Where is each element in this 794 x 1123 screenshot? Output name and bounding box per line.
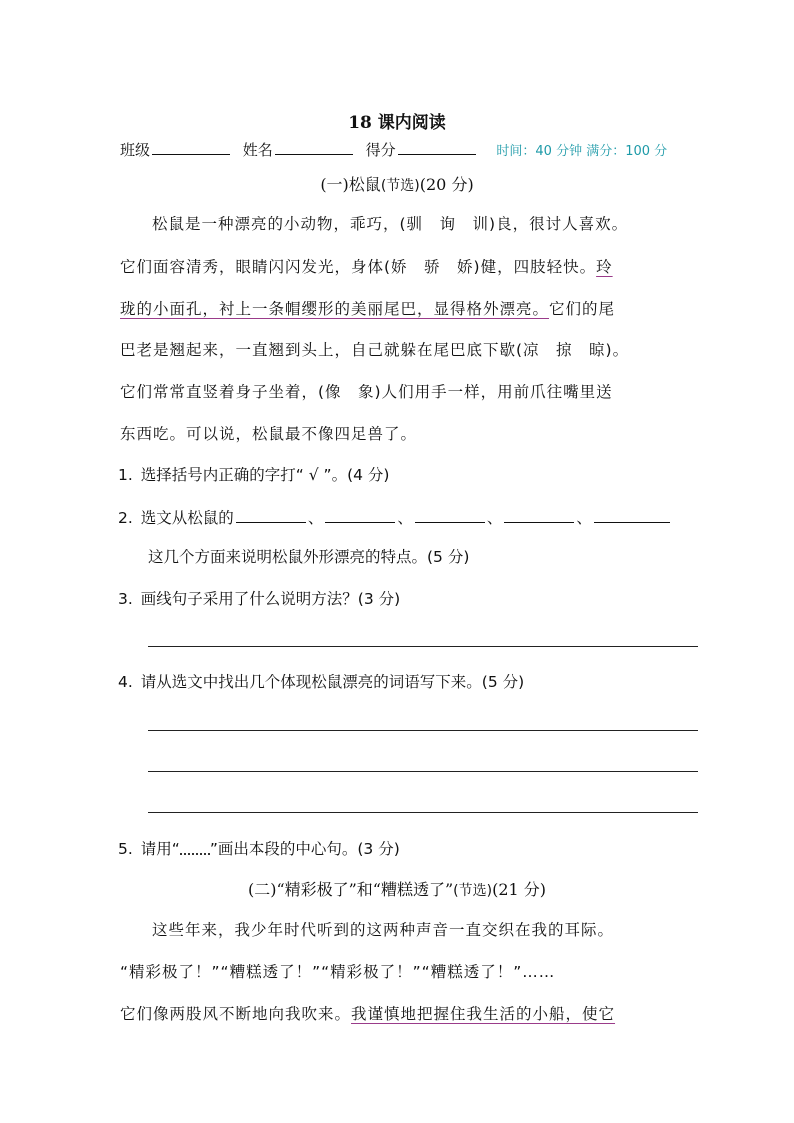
answer-blank[interactable] [594,508,670,523]
question-1: 1. 选择括号内正确的字打“ √ ”。(4 分) [118,466,390,484]
class-field[interactable] [152,140,230,155]
wavy-line-icon [180,845,210,855]
section2-title: (二)“精彩极了”和“糟糕透了”(节选)(21 分) [247,880,547,899]
question-4: 4. 请从选文中找出几个体现松鼠漂亮的词语写下来。(5 分) [118,673,525,691]
answer-line[interactable] [148,812,698,813]
question-3: 3. 画线句子采用了什么说明方法？(3 分) [118,590,401,608]
passage1-line: 它们面容清秀，眼睛闪闪发光，身体(娇 骄 娇)健，四肢轻快。玲 [120,258,613,276]
answer-line[interactable] [148,771,698,772]
answer-blank[interactable] [415,508,485,523]
passage2-line: 它们像两股风不断地向我吹来。我谨慎地把握住我生活的小船，使它 [120,1005,616,1023]
passage2-line: “精彩极了！”“糟糕透了！”“精彩极了！”“糟糕透了！”…… [120,963,556,981]
name-label: 姓名 [242,141,273,159]
passage1-line: 它们常常直竖着身子坐着，(像 象)人们用手一样，用前爪往嘴里送 [120,383,613,401]
passage1-line: 松鼠是一种漂亮的小动物，乖巧，(驯 询 训)良，很讨人喜欢。 [152,215,629,233]
question-2-continued: 这几个方面来说明松鼠外形漂亮的特点。(5 分) [148,548,470,566]
score-field[interactable] [398,140,476,155]
name-field[interactable] [275,140,353,155]
passage1-line: 珑的小面孔，衬上一条帽缨形的美丽尾巴，显得格外漂亮。它们的尾 [120,300,616,318]
section1-title: (一)松鼠(节选)(20 分) [320,175,474,194]
answer-line[interactable] [148,646,698,647]
question-5: 5. 请用“ ”画出本段的中心句。(3 分) [118,840,400,858]
time-score-info: 时间：40 分钟 满分：100 分 [496,144,668,159]
class-label: 班级 [120,141,151,159]
question-2: 2. 选文从松鼠的 、 、 、 、 [118,506,672,528]
answer-blank[interactable] [325,508,395,523]
underlined-sentence: 我谨慎地把握住我生活的小船，使它 [351,1005,616,1023]
answer-blank[interactable] [504,508,574,523]
underlined-sentence: 珑的小面孔，衬上一条帽缨形的美丽尾巴，显得格外漂亮。 [120,300,550,318]
score-label: 得分 [365,141,396,159]
page-title: 18 课内阅读 [348,113,446,133]
passage1-line: 东西吃。可以说，松鼠最不像四足兽了。 [120,425,418,443]
answer-blank[interactable] [236,508,306,523]
passage2-line: 这些年来，我少年时代听到的这两种声音一直交织在我的耳际。 [152,921,615,939]
student-info-row [120,139,667,160]
passage1-line: 巴老是翘起来，一直翘到头上，自己就躲在尾巴底下歇(凉 掠 晾)。 [120,341,630,359]
answer-line[interactable] [148,730,698,731]
